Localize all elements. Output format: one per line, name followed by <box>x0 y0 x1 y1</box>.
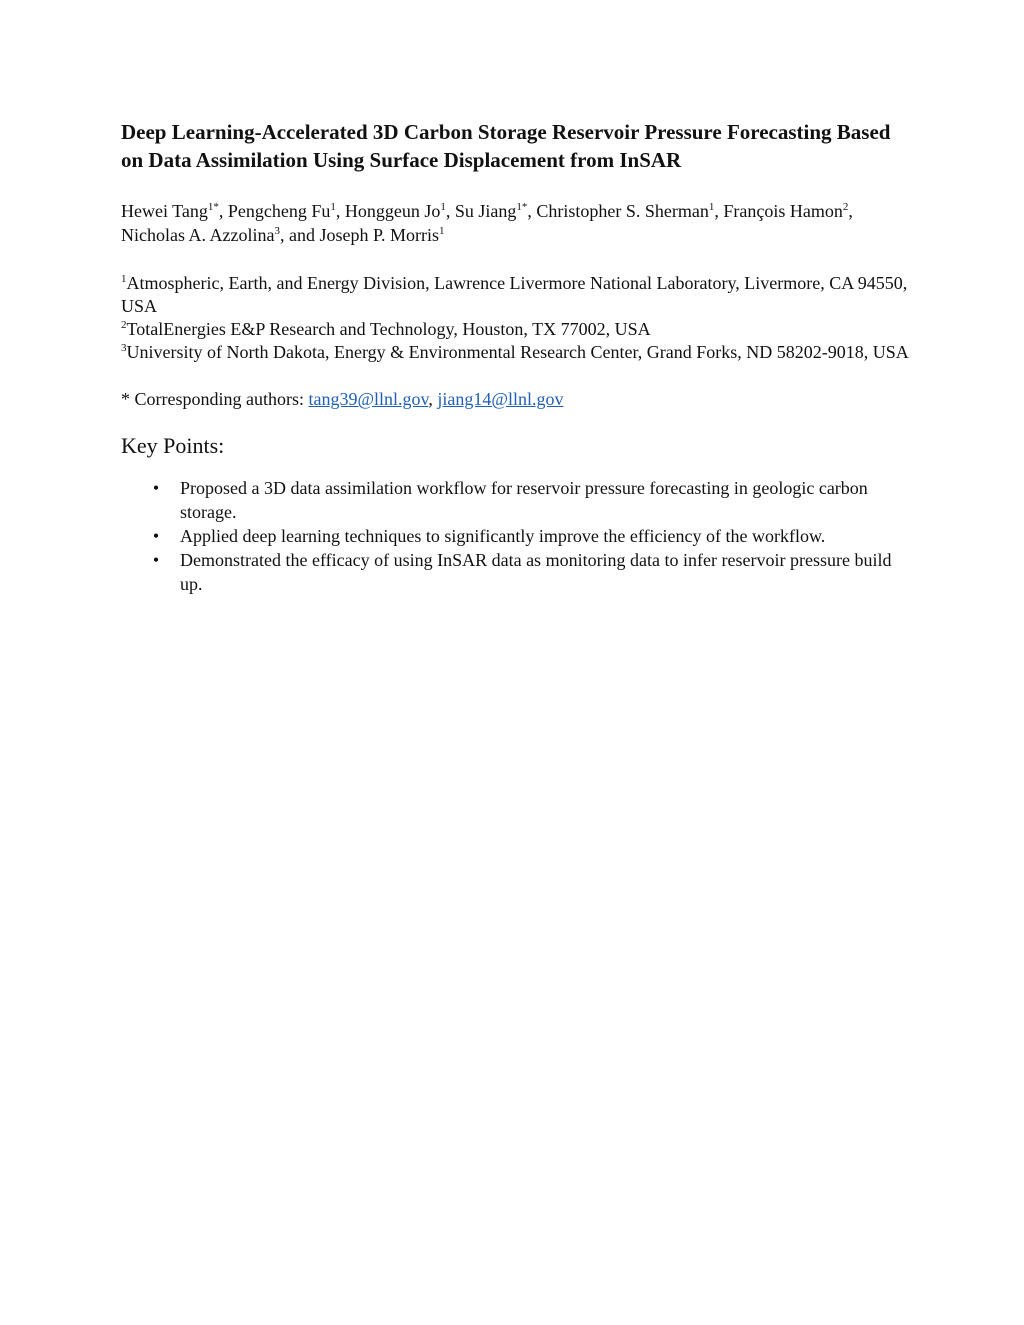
author-name: Nicholas A. Azzolina <box>121 225 275 245</box>
author-affiliation-mark: 1 <box>708 201 715 213</box>
key-points-list <box>121 476 911 596</box>
author-separator: , <box>218 201 228 221</box>
key-point-item <box>121 476 911 524</box>
author-affiliation-mark: 1* <box>207 201 219 213</box>
key-point-item <box>121 524 911 548</box>
affiliation <box>121 318 911 341</box>
author-name: François Hamon <box>723 201 843 221</box>
author-name: Su Jiang <box>454 201 517 221</box>
bullet-icon: • <box>152 550 160 570</box>
affiliation-mark: 3 <box>121 342 127 354</box>
email-link[interactable]: jiang14@llnl.gov <box>437 389 564 409</box>
affiliation <box>121 272 911 318</box>
author-name: Joseph P. Morris <box>319 225 439 245</box>
author <box>536 201 723 221</box>
bullet-icon: • <box>152 478 160 498</box>
key-point-text: Demonstrated the efficacy of using InSAR data as monitoring data to infer reservoir pressure build up. <box>180 550 892 594</box>
affiliation-text: TotalEnergies E&P Research and Technology, Houston, TX 77002, USA <box>126 319 651 339</box>
paper-page <box>121 118 911 596</box>
email-link[interactable]: tang39@llnl.gov <box>308 389 429 409</box>
author-name: Honggeun Jo <box>344 201 441 221</box>
author-affiliation-mark: 1 <box>438 225 445 237</box>
affiliation-mark: 1 <box>121 273 127 285</box>
author-affiliation-mark: 1* <box>516 201 528 213</box>
author <box>345 201 455 221</box>
author-separator: , and <box>279 225 320 245</box>
affiliation-mark: 2 <box>121 319 127 331</box>
author-separator: , <box>527 201 537 221</box>
author <box>121 201 228 221</box>
key-point-text: Proposed a 3D data assimilation workflow for reservoir pressure forecasting in geologic carbon storage. <box>180 478 868 522</box>
author-affiliation-mark: 3 <box>274 225 280 237</box>
author-separator: , <box>445 201 455 221</box>
affiliation-list <box>121 272 911 364</box>
corresponding-authors <box>121 387 911 411</box>
author <box>723 201 852 221</box>
author <box>121 225 319 245</box>
affiliation <box>121 341 911 364</box>
author-separator: , <box>714 201 724 221</box>
author-separator: , <box>848 201 853 221</box>
email-separator: , <box>428 389 438 409</box>
author-affiliation-mark: 1 <box>440 201 446 213</box>
author-affiliation-mark: 2 <box>842 201 849 213</box>
author-separator: , <box>335 201 345 221</box>
key-point-text: Applied deep learning techniques to significantly improve the efficiency of the workflow. <box>180 526 826 546</box>
author-list <box>121 199 911 247</box>
author-name: Christopher S. Sherman <box>536 201 709 221</box>
paper-title: Deep Learning-Accelerated 3D Carbon Storage Reservoir Pressure Forecasting Based on Data Assimilation Using Surface Displacement from InSAR <box>121 120 891 172</box>
author-name: Pengcheng Fu <box>227 201 331 221</box>
key-points-heading: Key Points: <box>121 433 225 458</box>
author <box>455 201 537 221</box>
author <box>319 225 444 245</box>
author-affiliation-mark: 1 <box>330 201 336 213</box>
corresponding-label: * Corresponding authors: <box>121 389 309 409</box>
affiliation-text: Atmospheric, Earth, and Energy Division, Lawrence Livermore National Laboratory, Livermore, CA 94550, USA <box>121 273 908 316</box>
affiliation-text: University of North Dakota, Energy & Environmental Research Center, Grand Forks, ND 58202-9018, USA <box>126 342 909 362</box>
author <box>228 201 345 221</box>
author-name: Hewei Tang <box>121 201 208 221</box>
bullet-icon: • <box>152 526 160 546</box>
key-point-item <box>121 548 911 596</box>
